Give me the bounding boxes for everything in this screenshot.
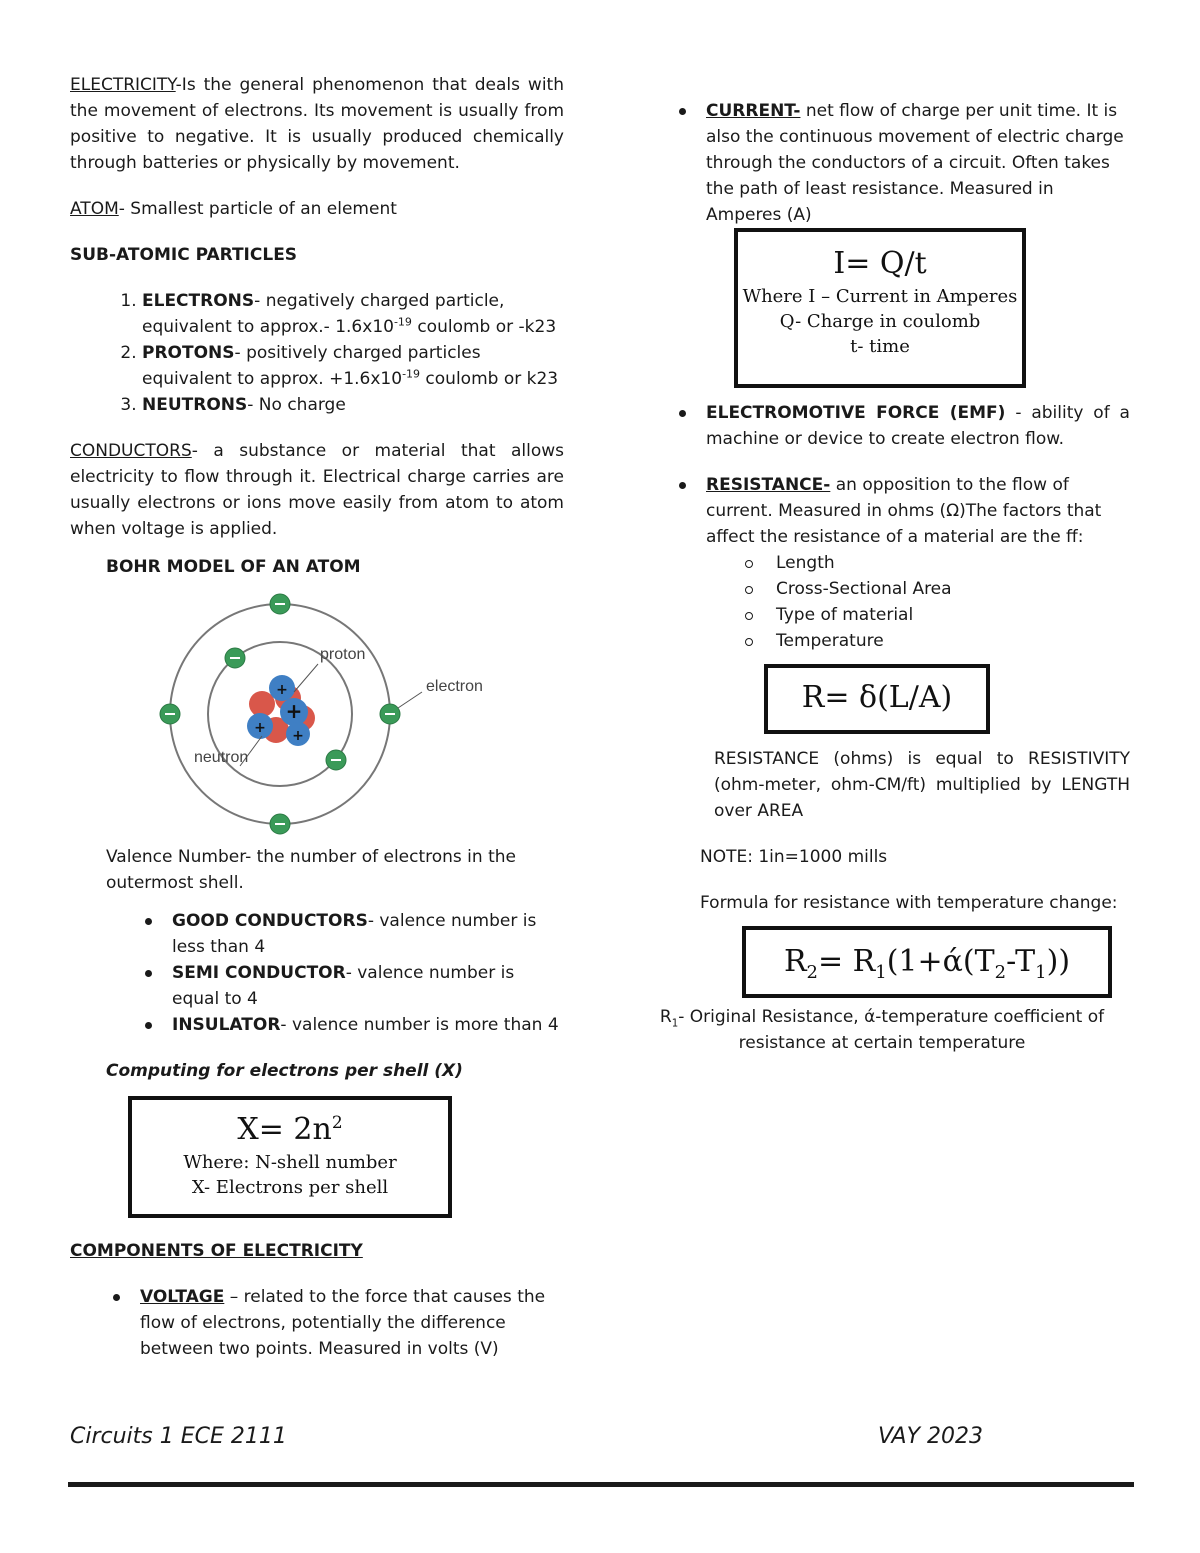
- note-mills: NOTE: 1in=1000 mills: [700, 847, 888, 867]
- resistance-note: RESISTANCE (ohms) is equal to RESISTIVITY (ohm-meter, ohm-CM/ft) multiplied by LENGTH over AREA: [714, 749, 1130, 821]
- computing-heading: Computing for electrons per shell (X): [106, 1061, 463, 1081]
- list-item: Length: [742, 550, 1130, 576]
- svg-text:+: +: [254, 720, 266, 736]
- bohr-atom-diagram: [70, 584, 564, 844]
- current-item: CURRENT- net flow of charge per unit time. It is also the continuous movement of electric charge through the conductors of a circuit. Often takes the path of least resistance. Measured in Amperes (A): [676, 98, 1130, 228]
- term-electricity: ELECTRICITY: [70, 75, 176, 95]
- label-proton: proton: [320, 646, 366, 663]
- label-electron: electron: [426, 678, 483, 695]
- electricity-definition: ELECTRICITY-Is the general phenomenon that deals with the movement of electrons. Its movement is usually from positive to negative. It is usually produced chemically through batteries or physically by movement.: [70, 75, 564, 173]
- footer-author: VAY 2023: [878, 1424, 984, 1449]
- list-item: VOLTAGE – related to the force that causes the flow of electrons, potentially the difference between two points. Measured in volts (V): [110, 1284, 564, 1362]
- nucleus: [247, 675, 315, 746]
- temp-formula-box: $R_2= R_1(1+ά(T_2-T_1))$: [742, 926, 1112, 998]
- current-formula-box: I= Q/t Where I – Current in Amperes Q- Charge in coulomb t- time: [734, 228, 1026, 388]
- resistance-factors-list: [676, 550, 1130, 654]
- list-item: SEMI CONDUCTOR- valence number is equal to 4: [142, 960, 564, 1012]
- list-item: Cross-Sectional Area: [742, 576, 1130, 602]
- conductor-types-list: [70, 908, 564, 1038]
- shell-formula-box: $X= 2n^2$ Where: N-shell number X- Electrons per shell: [128, 1096, 452, 1218]
- list-item: GOOD CONDUCTORS- valence number is less than 4: [142, 908, 564, 960]
- outer-shell: [170, 604, 390, 824]
- label-neutron: neutron: [194, 749, 249, 766]
- right-column: [659, 98, 1130, 1056]
- list-item: Type of material: [742, 602, 1130, 628]
- temp-heading: Formula for resistance with temperature change:: [700, 893, 1118, 913]
- svg-text:+: +: [285, 699, 303, 723]
- list-item: 3. NEUTRONS- No charge: [142, 392, 564, 418]
- list-item: INSULATOR- valence number is more than 4: [142, 1012, 564, 1038]
- conductors-definition: CONDUCTORS- a substance or material that allows electricity to flow through it. Electrical charge carries are usually electrons or ions move easily from atom to atom when voltage is applied.: [70, 441, 564, 539]
- footer-rule: [68, 1482, 1134, 1487]
- bohr-heading: BOHR MODEL OF AN ATOM: [106, 557, 361, 577]
- resistance-item: RESISTANCE- an opposition to the flow of current. Measured in ohms (Ω)The factors that affect the resistance of a material are the ff:: [676, 472, 1130, 550]
- list-item: 2. PROTONS- positively charged particles equivalent to approx. $+1.6x10^{-19}$ coulomb or k23: [142, 340, 564, 392]
- particle-list: [70, 288, 564, 418]
- list-item: Temperature: [742, 628, 1130, 654]
- svg-text:+: +: [276, 682, 288, 698]
- atom-definition: ATOM- Smallest particle of an element: [70, 199, 397, 219]
- left-column: [70, 72, 564, 1362]
- list-item: 1. ELECTRONS- negatively charged particle, equivalent to approx.- $1.6x10^{-19}$ coulomb or -k23: [142, 288, 564, 340]
- subatomic-heading: SUB-ATOMIC PARTICLES: [70, 245, 298, 265]
- svg-text:+: +: [292, 728, 304, 744]
- emf-item: ELECTROMOTIVE FORCE (EMF) - ability of a machine or device to create electron flow.: [676, 400, 1130, 452]
- components-heading: COMPONENTS OF ELECTRICITY: [70, 1241, 363, 1261]
- footer-course: Circuits 1 ECE 2111: [70, 1424, 287, 1449]
- resistance-formula-box: R= δ(L/A): [764, 664, 990, 734]
- valence-definition: Valence Number- the number of electrons in the outermost shell.: [106, 847, 516, 893]
- temp-note: $R_1-$ Original Resistance, ά-temperature coefficient of resistance at certain temperature: [659, 1007, 1105, 1053]
- components-list: [70, 1284, 564, 1362]
